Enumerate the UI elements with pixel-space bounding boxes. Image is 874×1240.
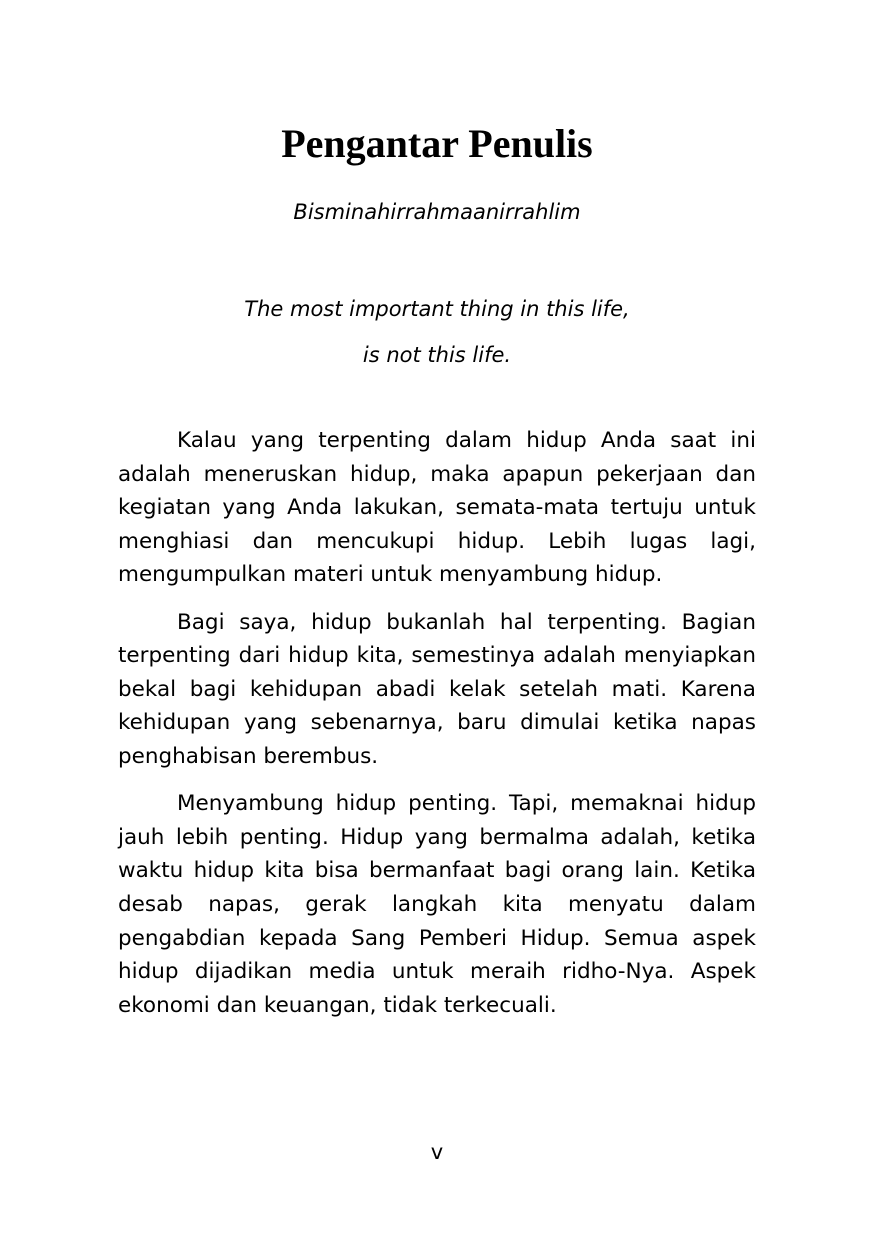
paragraph-3: Menyambung hidup penting. Tapi, memaknai hidup jauh lebih penting. Hidup yang bermalma adalah, ketika waktu hidup kita bisa bermanfaat bagi orang lain. Ketika desab napas, gerak langkah kita menyatu dalam pengabdian kepada Sang Pemberi Hidup. Semua aspek hidup dijadikan media untuk meraih ridho-Nya. Aspek ekonomi dan keuangan, tidak terkecuali.	[118, 791, 756, 1018]
quote-line-2: is not this life.	[362, 343, 512, 367]
page-title: Pengantar Penulis	[281, 121, 593, 166]
page-number: v	[430, 1140, 444, 1164]
paragraph-1: Kalau yang terpenting dalam hidup Anda saat ini adalah meneruskan hidup, maka apapun pekerjaan dan kegiatan yang Anda lakukan, semata-mata tertuju untuk menghiasi dan mencukupi hidup. Lebih lugas lagi, mengumpulkan materi untuk menyambung hidup.	[118, 428, 756, 588]
epigraph-quote	[0, 286, 874, 378]
bismillah-line: Bisminahirrahmaanirrahlim	[293, 200, 581, 224]
paragraph-2: Bagi saya, hidup bukanlah hal terpenting. Bagian terpenting dari hidup kita, semestinya adalah menyiapkan bekal bagi kehidupan abadi kelak setelah mati. Karena kehidupan yang sebenarnya, baru dimulai ketika napas penghabisan berembus.	[118, 609, 756, 769]
quote-line-1: The most important thing in this life,	[244, 297, 630, 321]
body-text	[118, 424, 756, 1036]
